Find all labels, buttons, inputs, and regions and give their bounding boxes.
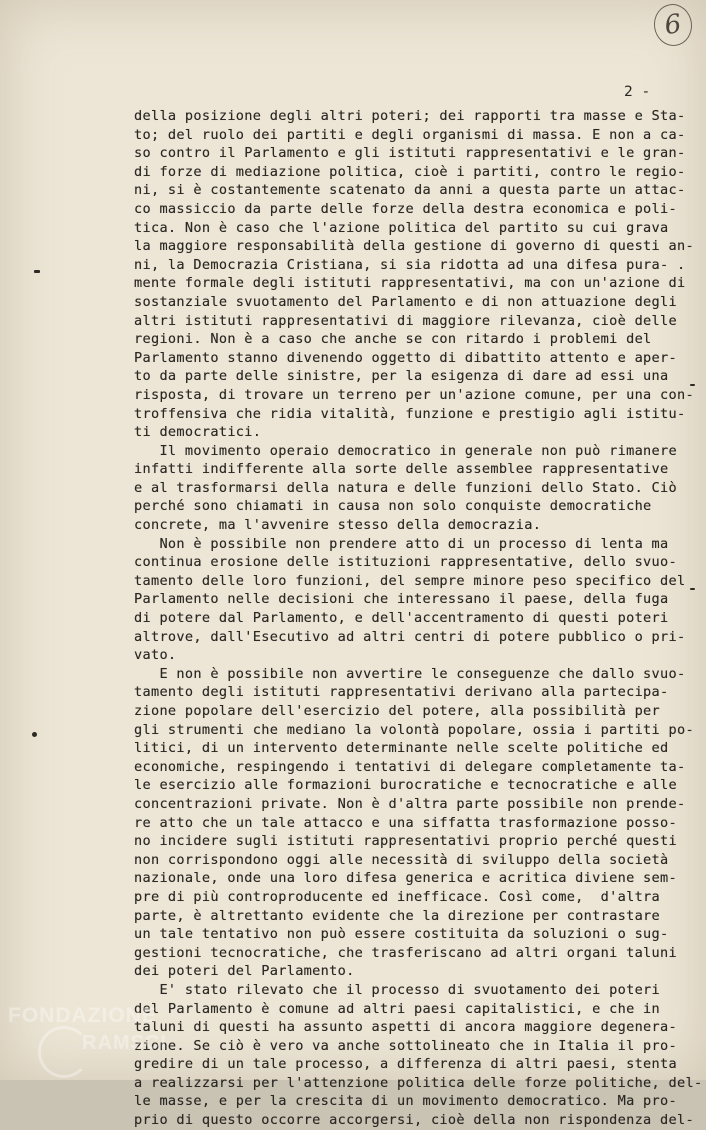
body-line: prio di questo occorre accorgersi, cioè della non rispondenza del- (134, 1112, 694, 1129)
body-line: dei poteri del Parlamento. (134, 963, 355, 980)
body-line: continua erosione delle istituzioni rappresentative, dello svuo- (134, 554, 677, 571)
body-line: gli strumenti che mediano la volontà popolare, ossia i partiti po- (134, 721, 694, 738)
body-line: co massiccio da parte delle forze della destra economica e poli- (134, 200, 677, 217)
margin-mark-dot (32, 732, 37, 737)
body-line: Parlamento stanno divenendo oggetto di dibattito attento e aper- (134, 349, 677, 366)
body-line: litici, di un intervento determinante nelle scelte politiche ed (134, 740, 669, 757)
body-line: parte, è altrettanto evidente che la direzione per contrastare (134, 907, 661, 924)
body-line: ti democratici. (134, 424, 262, 441)
body-line: altrove, dall'Esecutivo ad altri centri di potere pubblico o pri- (134, 628, 686, 645)
body-line: zione. Se ciò è vero va anche sottolineato che in Italia il pro- (134, 1037, 677, 1054)
body-line: risposta, di trovare un terreno per un'azione comune, per una con- (134, 386, 694, 403)
body-line: tica. Non è caso che l'azione politica del partito su cui grava (134, 219, 669, 236)
body-line: a realizzarsi per l'attenzione politica delle forze politiche, del- (134, 1074, 703, 1091)
body-line: ni, la Democrazia Cristiana, si sia ridotta ad una difesa pura- . (134, 256, 686, 273)
body-line: mente formale degli istituti rappresentativi, ma con un'azione di (134, 275, 686, 292)
body-line: del Parlamento è comune ad altri paesi capitalistici, e che in (134, 1000, 661, 1017)
fondazione-gramsci-watermark (8, 1004, 208, 1074)
body-line: le esercizio alle formazioni burocratiche e tecnocratiche e alle (134, 777, 677, 794)
body-line: economiche, respingendo i tentativi di delegare completamente ta- (134, 758, 686, 775)
body-line: un tale tentativo non può essere costituita da soluzioni o sug- (134, 926, 669, 943)
body-line: nazionale, onde una loro difesa generica e acritica diviene sem- (134, 870, 677, 887)
watermark-line-2: RAMSCI (82, 1032, 167, 1054)
body-line: Il movimento operaio democratico in generale non può rimanere (134, 442, 677, 459)
body-line: Parlamento nelle decisioni che interessano il paese, della fuga (134, 591, 669, 608)
body-line: e al trasformarsi della natura e delle funzioni dello Stato. Ciò (134, 479, 677, 496)
body-line: altri istituti rappresentativi di maggiore rilevanza, cioè delle (134, 312, 677, 329)
body-line: perché sono chiamati in causa non solo conquiste democratiche (134, 498, 652, 515)
body-line: so contro il Parlamento e gli istituti rappresentativi e le gran- (134, 145, 686, 162)
body-line: di forze di mediazione politica, cioè i partiti, contro le regio- (134, 163, 686, 180)
body-line: re atto che un tale attacco e una siffatta trasformazione posso- (134, 814, 677, 831)
body-line: concrete, ma l'avvenire stesso della democrazia. (134, 517, 542, 534)
body-line: pre di più controproducente ed inefficace. Così come, d'altra (134, 888, 661, 905)
body-line: sostanziale svuotamento del Parlamento e di non attuazione degli (134, 293, 677, 310)
body-line: troffensiva che ridia vitalità, funzione e prestigio agli istitu- (134, 405, 686, 422)
body-line: infatti indifferente alla sorte delle assemblee rappresentative (134, 461, 669, 478)
watermark-line-1: FONDAZIONE (8, 1004, 157, 1027)
body-line: vato. (134, 647, 177, 664)
typewritten-body (134, 107, 704, 1130)
body-line: E non è possibile non avvertire le conseguenze che dallo svuo- (134, 665, 686, 682)
body-line: le masse, e per la crescita di un movimento democratico. Ma pro- (134, 1093, 677, 1110)
archive-page-mark (651, 2, 694, 49)
body-line: non corrispondono oggi alle necessità di sviluppo della società (134, 851, 669, 868)
page-number: 2 - (624, 84, 651, 100)
archive-page-mark-number: 6 (662, 8, 684, 42)
body-line: di potere dal Parlamento, e dell'accentramento di questi poteri (134, 610, 669, 627)
body-line: gestioni tecnocratiche, che trasferiscano ad altri organi taluni (134, 944, 677, 961)
body-line: to; del ruolo dei partiti e degli organismi di massa. E non a ca- (134, 126, 686, 143)
body-line: della posizione degli altri poteri; dei rapporti tra masse e Sta- (134, 108, 686, 124)
body-line: taluni di questi ha assunto aspetti di ancora maggiore degenera- (134, 1019, 677, 1036)
body-line: concentrazioni private. Non è d'altra parte possibile non prende- (134, 795, 686, 812)
body-line: la maggiore responsabilità della gestione di governo di questi an- (134, 238, 694, 255)
body-line: to da parte delle sinistre, per la esigenza di dare ad essi una (134, 368, 669, 385)
body-line: gredire di un tale processo, a differenza di altri paesi, stenta (134, 1056, 677, 1073)
body-line: Non è possibile non prendere atto di un processo di lenta ma (134, 535, 669, 552)
margin-mark-dash (34, 270, 40, 273)
body-line: tamento degli istituti rappresentativi derivano alla partecipa- (134, 684, 669, 701)
body-line: tamento delle loro funzioni, del sempre minore peso specifico del (134, 572, 686, 589)
body-line: no incidere sugli istituti rappresentativi proprio perché questi (134, 833, 677, 850)
body-line: regioni. Non è a caso che anche se con ritardo i problemi del (134, 331, 652, 348)
body-line: zione popolare dell'esercizio del potere, alla possibilità per (134, 703, 661, 719)
body-line: E' stato rilevato che il processo di svuotamento dei poteri (134, 981, 661, 998)
body-line: ni, si è costantemente scatenato da anni a questa parte un attac- (134, 182, 686, 199)
